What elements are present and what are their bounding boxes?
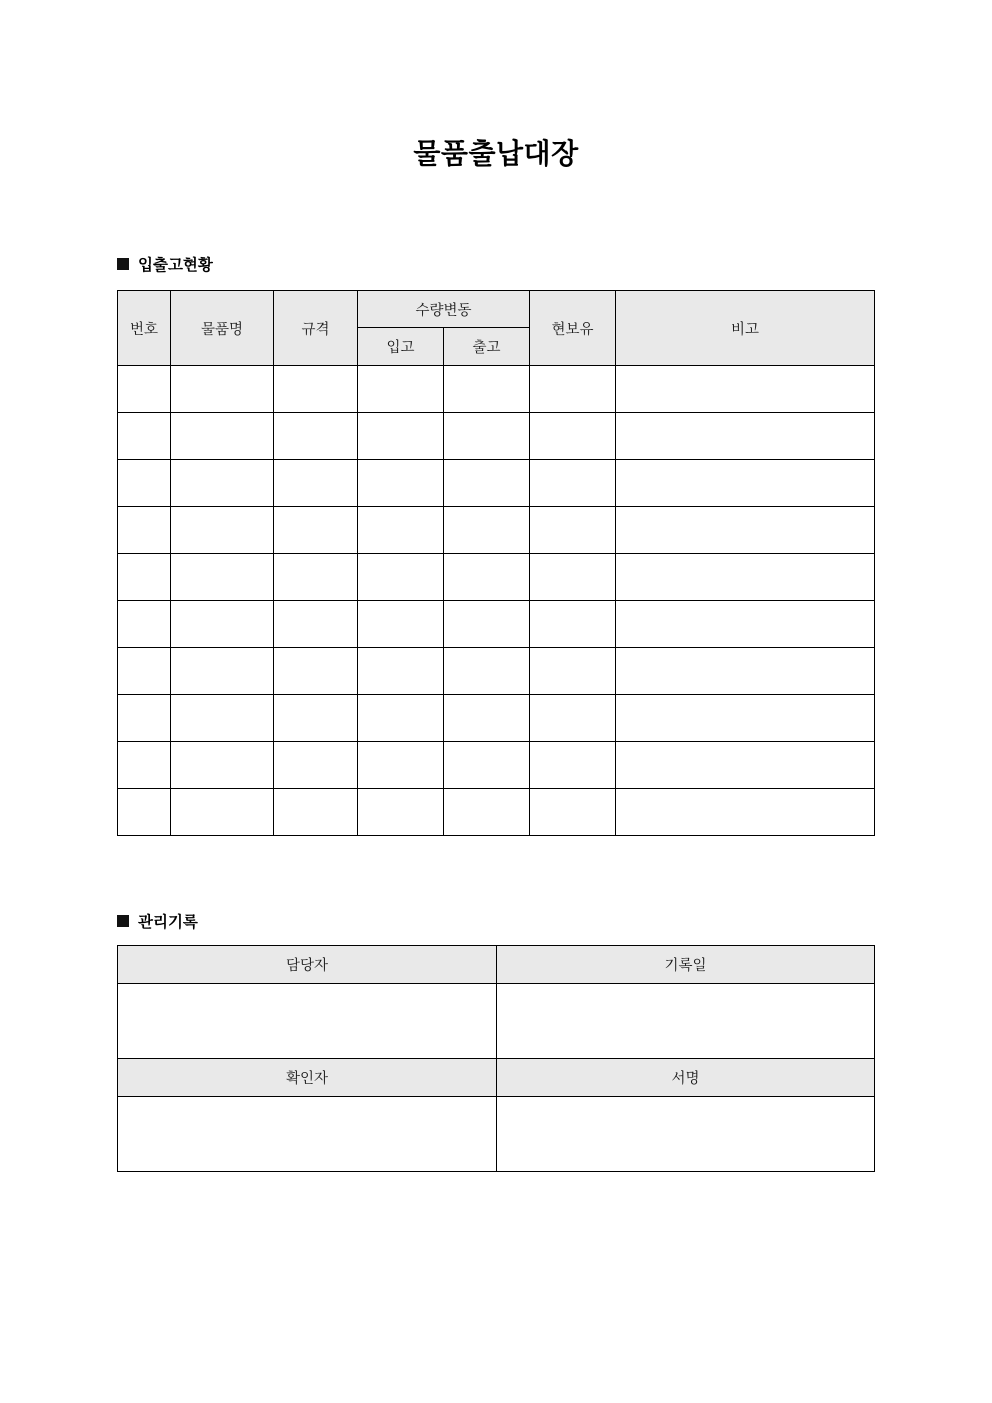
cell-current-stock[interactable] bbox=[530, 601, 616, 648]
section-heading-record-label: 관리기록 bbox=[138, 913, 198, 931]
cell-item-name[interactable] bbox=[171, 413, 274, 460]
label-verifier: 확인자 bbox=[118, 1059, 497, 1097]
table-row bbox=[118, 789, 875, 836]
cell-item-name[interactable] bbox=[171, 601, 274, 648]
column-header-specification: 규격 bbox=[274, 291, 358, 366]
record-header-row-1 bbox=[118, 946, 875, 984]
cell-current-stock[interactable] bbox=[530, 742, 616, 789]
cell-item-name[interactable] bbox=[171, 366, 274, 413]
record-value-row-2 bbox=[118, 1097, 875, 1172]
cell-specification[interactable] bbox=[274, 507, 358, 554]
cell-outbound[interactable] bbox=[444, 742, 530, 789]
value-verifier[interactable] bbox=[118, 1097, 497, 1172]
cell-item-name[interactable] bbox=[171, 789, 274, 836]
cell-specification[interactable] bbox=[274, 648, 358, 695]
column-header-outbound: 출고 bbox=[444, 328, 530, 366]
section-heading-inout-label: 입출고현황 bbox=[138, 256, 213, 274]
cell-current-stock[interactable] bbox=[530, 648, 616, 695]
cell-item-name[interactable] bbox=[171, 507, 274, 554]
cell-number[interactable] bbox=[118, 742, 171, 789]
cell-number[interactable] bbox=[118, 460, 171, 507]
page-title: 물품출납대장 bbox=[413, 137, 579, 170]
cell-inbound[interactable] bbox=[358, 507, 444, 554]
column-header-item-name: 물품명 bbox=[171, 291, 274, 366]
cell-number[interactable] bbox=[118, 789, 171, 836]
cell-current-stock[interactable] bbox=[530, 695, 616, 742]
cell-item-name[interactable] bbox=[171, 695, 274, 742]
inout-header-row-1 bbox=[118, 291, 875, 328]
management-record-table bbox=[117, 945, 875, 1172]
cell-specification[interactable] bbox=[274, 554, 358, 601]
column-header-current-stock: 현보유 bbox=[530, 291, 616, 366]
cell-number[interactable] bbox=[118, 507, 171, 554]
cell-number[interactable] bbox=[118, 695, 171, 742]
filled-square-icon bbox=[117, 258, 129, 270]
cell-remarks[interactable] bbox=[616, 507, 875, 554]
cell-remarks[interactable] bbox=[616, 554, 875, 601]
cell-specification[interactable] bbox=[274, 413, 358, 460]
cell-current-stock[interactable] bbox=[530, 789, 616, 836]
record-header-row-2 bbox=[118, 1059, 875, 1097]
cell-inbound[interactable] bbox=[358, 366, 444, 413]
cell-remarks[interactable] bbox=[616, 601, 875, 648]
table-row bbox=[118, 460, 875, 507]
cell-specification[interactable] bbox=[274, 366, 358, 413]
cell-outbound[interactable] bbox=[444, 601, 530, 648]
cell-current-stock[interactable] bbox=[530, 366, 616, 413]
cell-inbound[interactable] bbox=[358, 460, 444, 507]
cell-number[interactable] bbox=[118, 366, 171, 413]
table-row bbox=[118, 554, 875, 601]
cell-number[interactable] bbox=[118, 648, 171, 695]
value-signature[interactable] bbox=[497, 1097, 875, 1172]
label-record-date: 기록일 bbox=[497, 946, 875, 984]
column-header-number: 번호 bbox=[118, 291, 171, 366]
cell-inbound[interactable] bbox=[358, 789, 444, 836]
table-row bbox=[118, 648, 875, 695]
cell-item-name[interactable] bbox=[171, 554, 274, 601]
cell-remarks[interactable] bbox=[616, 742, 875, 789]
value-record-date[interactable] bbox=[497, 984, 875, 1059]
cell-number[interactable] bbox=[118, 413, 171, 460]
inout-table-header bbox=[118, 291, 875, 366]
inout-status-table bbox=[117, 290, 875, 836]
cell-inbound[interactable] bbox=[358, 413, 444, 460]
cell-remarks[interactable] bbox=[616, 366, 875, 413]
cell-specification[interactable] bbox=[274, 460, 358, 507]
cell-inbound[interactable] bbox=[358, 695, 444, 742]
cell-remarks[interactable] bbox=[616, 460, 875, 507]
cell-inbound[interactable] bbox=[358, 742, 444, 789]
table-row bbox=[118, 366, 875, 413]
table-row bbox=[118, 413, 875, 460]
cell-outbound[interactable] bbox=[444, 648, 530, 695]
cell-outbound[interactable] bbox=[444, 366, 530, 413]
table-row bbox=[118, 507, 875, 554]
column-header-remarks: 비고 bbox=[616, 291, 875, 366]
label-person-in-charge: 담당자 bbox=[118, 946, 497, 984]
value-person-in-charge[interactable] bbox=[118, 984, 497, 1059]
cell-item-name[interactable] bbox=[171, 648, 274, 695]
cell-outbound[interactable] bbox=[444, 507, 530, 554]
table-row bbox=[118, 695, 875, 742]
cell-inbound[interactable] bbox=[358, 601, 444, 648]
cell-inbound[interactable] bbox=[358, 554, 444, 601]
table-row bbox=[118, 742, 875, 789]
record-value-row-1 bbox=[118, 984, 875, 1059]
filled-square-icon bbox=[117, 915, 129, 927]
cell-number[interactable] bbox=[118, 554, 171, 601]
cell-inbound[interactable] bbox=[358, 648, 444, 695]
cell-specification[interactable] bbox=[274, 789, 358, 836]
table-row bbox=[118, 601, 875, 648]
cell-outbound[interactable] bbox=[444, 789, 530, 836]
inout-table-body bbox=[118, 366, 875, 836]
cell-specification[interactable] bbox=[274, 695, 358, 742]
cell-outbound[interactable] bbox=[444, 413, 530, 460]
cell-specification[interactable] bbox=[274, 601, 358, 648]
cell-number[interactable] bbox=[118, 601, 171, 648]
cell-item-name[interactable] bbox=[171, 742, 274, 789]
column-header-quantity-change-group: 수량변동 bbox=[358, 291, 530, 328]
cell-current-stock[interactable] bbox=[530, 507, 616, 554]
label-signature: 서명 bbox=[497, 1059, 875, 1097]
record-table-body bbox=[118, 946, 875, 1172]
cell-outbound[interactable] bbox=[444, 554, 530, 601]
cell-remarks[interactable] bbox=[616, 695, 875, 742]
cell-current-stock[interactable] bbox=[530, 554, 616, 601]
cell-remarks[interactable] bbox=[616, 789, 875, 836]
cell-specification[interactable] bbox=[274, 742, 358, 789]
cell-item-name[interactable] bbox=[171, 460, 274, 507]
section-heading-record bbox=[117, 910, 198, 932]
section-heading-inout bbox=[117, 253, 213, 275]
column-header-inbound: 입고 bbox=[358, 328, 444, 366]
cell-outbound[interactable] bbox=[444, 460, 530, 507]
cell-current-stock[interactable] bbox=[530, 413, 616, 460]
cell-remarks[interactable] bbox=[616, 648, 875, 695]
cell-remarks[interactable] bbox=[616, 413, 875, 460]
cell-outbound[interactable] bbox=[444, 695, 530, 742]
cell-current-stock[interactable] bbox=[530, 460, 616, 507]
